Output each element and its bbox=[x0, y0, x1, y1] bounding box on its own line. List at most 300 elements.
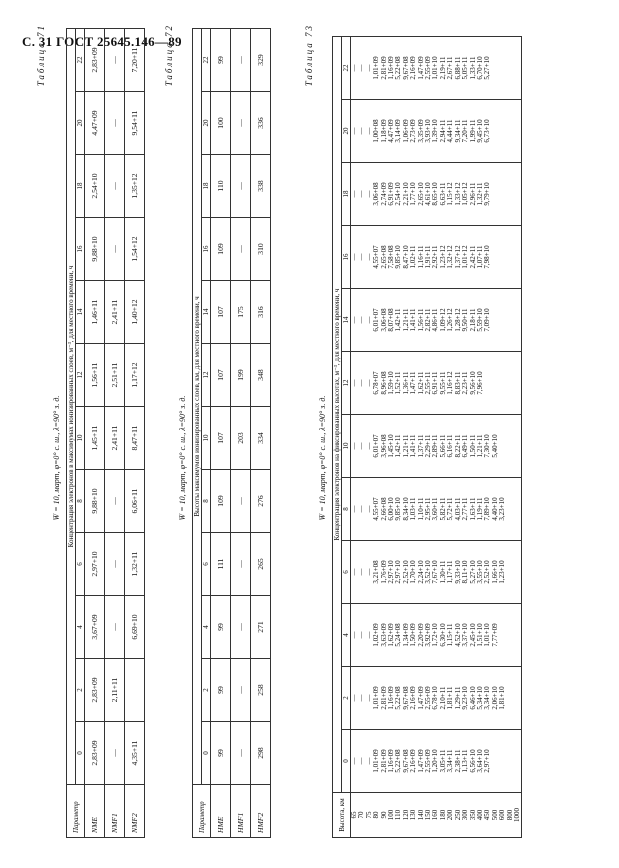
value-cell: 1,41+11 bbox=[409, 308, 418, 332]
value-cell: 1,20+10 bbox=[431, 749, 440, 773]
value-cell: 1,59+10 bbox=[387, 371, 396, 395]
height-value: 400 bbox=[475, 809, 484, 821]
height-value: 100 bbox=[387, 809, 396, 821]
hour-header: 14 bbox=[76, 281, 85, 344]
value-cell: 1,42+11 bbox=[394, 434, 403, 458]
value-cell: 99 bbox=[211, 29, 231, 92]
value-cell: 3,55+10 bbox=[475, 560, 484, 584]
value-cell: 1,16+09 bbox=[387, 749, 396, 773]
height-value: 180 bbox=[438, 809, 447, 821]
value-cell: 99 bbox=[211, 659, 231, 722]
value-cell: 5,22+08 bbox=[394, 749, 403, 773]
param-name: NMF2 bbox=[125, 785, 145, 838]
value-cell bbox=[514, 417, 521, 475]
value-cell: 3,21+08 bbox=[372, 560, 381, 584]
value-cell: 5,66+11 bbox=[438, 434, 447, 458]
value-cell: 2,24+10 bbox=[416, 560, 425, 584]
value-cell: — bbox=[364, 757, 373, 765]
value-cell: 9,23+10 bbox=[461, 686, 470, 710]
value-cell: 3,60+11 bbox=[431, 497, 440, 521]
value-cell: 7,67+10 bbox=[431, 560, 440, 584]
value-cell: 1,37+11 bbox=[416, 434, 425, 458]
value-cell: 1,47+11 bbox=[409, 371, 418, 395]
table-73-caption: W̄ = 10, март, φ=0° с. ш., λ=90° з. д. bbox=[318, 395, 327, 521]
value-cell: — bbox=[231, 218, 251, 281]
value-cell: 1,26+12 bbox=[446, 308, 455, 332]
value-cell: 6,49+11 bbox=[461, 434, 470, 458]
height-value: 80 bbox=[372, 811, 381, 819]
value-cell: — bbox=[364, 316, 373, 324]
table-71-label: Таблица 71 bbox=[36, 24, 46, 87]
value-cell: — bbox=[350, 253, 358, 261]
value-cell: 9,67+08 bbox=[401, 686, 410, 710]
value-cell: 5,40+10 bbox=[490, 434, 499, 458]
hour-header: 2 bbox=[76, 659, 85, 722]
value-cell: 1,35+12 bbox=[125, 155, 145, 218]
value-cell: 5,27+10 bbox=[468, 560, 477, 584]
hour-header: 20 bbox=[202, 92, 211, 155]
value-cell: 8,96+08 bbox=[379, 371, 388, 395]
value-cell: 1,21+11 bbox=[475, 434, 484, 458]
value-cell: 2,45+10 bbox=[468, 623, 477, 647]
page-header: С. 31 ГОСТ 25645.146—89 bbox=[22, 34, 182, 49]
value-cell: 6,78+07 bbox=[372, 371, 381, 395]
value-cell: 1,50+11 bbox=[468, 434, 477, 458]
value-cell: 107 bbox=[211, 344, 231, 407]
value-cell: 1,39+10 bbox=[431, 119, 440, 143]
value-cell: 2,65+08 bbox=[379, 245, 388, 269]
value-cell: 1,81+10 bbox=[498, 686, 507, 710]
value-cell: — bbox=[357, 757, 366, 765]
value-cell: — bbox=[364, 253, 373, 261]
hour-header: 0 bbox=[76, 722, 85, 785]
table-72-label: Таблица 72 bbox=[164, 24, 174, 87]
value-cell: — bbox=[231, 92, 251, 155]
value-cell: 1,29+11 bbox=[453, 686, 462, 710]
value-cell: 4,44+11 bbox=[446, 119, 455, 143]
value-cell: 4,03+11 bbox=[453, 497, 462, 521]
value-cell: 1,01+09 bbox=[372, 56, 381, 80]
value-cell: 2,66+08 bbox=[379, 497, 388, 521]
value-cell: 6,01+07 bbox=[372, 434, 381, 458]
hour-header: 8 bbox=[342, 478, 351, 541]
value-cell bbox=[514, 606, 521, 664]
value-cell: 3,92+09 bbox=[424, 623, 433, 647]
value-cell: 4,35+11 bbox=[125, 722, 145, 785]
value-cell: 258 bbox=[251, 659, 271, 722]
value-cell: 1,81+11 bbox=[446, 686, 455, 710]
value-cell: 2,83+09 bbox=[85, 29, 105, 92]
value-cell: 4,52+10 bbox=[453, 623, 462, 647]
value-cell: 9,67+08 bbox=[401, 56, 410, 80]
value-cell: 2,81+09 bbox=[379, 749, 388, 773]
hour-header: 0 bbox=[202, 722, 211, 785]
height-value: 65 bbox=[350, 811, 358, 819]
value-cell: 5,34+10 bbox=[475, 686, 484, 710]
value-cell: 1,70+10 bbox=[409, 560, 418, 584]
hour-header: 4 bbox=[76, 596, 85, 659]
height-value: 75 bbox=[364, 811, 373, 819]
value-cell: — bbox=[357, 64, 366, 72]
value-cell: — bbox=[350, 568, 358, 576]
value-cell: — bbox=[105, 218, 125, 281]
value-cell: 2,11+11 bbox=[105, 659, 125, 722]
value-cell: 7,98+10 bbox=[483, 245, 492, 269]
value-cell: — bbox=[364, 568, 373, 576]
value-cell: — bbox=[350, 316, 358, 324]
value-cell bbox=[514, 669, 521, 727]
value-cell: 1,34+09 bbox=[401, 623, 410, 647]
value-cell: 1,76+09 bbox=[379, 560, 388, 584]
hour-header: 22 bbox=[342, 37, 351, 100]
param-name: HMF1 bbox=[231, 785, 251, 838]
span-header: Высоты максимумов ионизированных слоев, км, для местного времени, ч bbox=[193, 29, 202, 785]
span-header: Концентрация электронов на фиксированных высотах, м⁻³, для местного времени, ч bbox=[333, 37, 342, 793]
height-value: 800 bbox=[505, 809, 514, 821]
value-cell: 1,62+09 bbox=[387, 623, 396, 647]
value-cell: 7,77+09 bbox=[490, 623, 499, 647]
value-cell: — bbox=[105, 470, 125, 533]
value-cell: — bbox=[231, 29, 251, 92]
value-cell: 7,30+10 bbox=[483, 434, 492, 458]
value-cell: 2,23+11 bbox=[461, 371, 470, 395]
value-cell: — bbox=[364, 442, 373, 450]
value-cell: 2,29+11 bbox=[424, 434, 433, 458]
value-cell: — bbox=[350, 505, 358, 513]
value-cell: — bbox=[357, 505, 366, 513]
value-cell: — bbox=[350, 127, 358, 135]
value-cell: 3,67+09 bbox=[85, 596, 105, 659]
value-cell: — bbox=[350, 694, 358, 702]
value-cell: 3,06+08 bbox=[379, 308, 388, 332]
value-cell: — bbox=[364, 64, 373, 72]
value-cell: 9,85+10 bbox=[394, 245, 403, 269]
value-cell bbox=[514, 543, 521, 601]
table-row bbox=[85, 29, 105, 838]
param-name: NME bbox=[85, 785, 105, 838]
value-cell bbox=[514, 228, 521, 286]
hour-header: 10 bbox=[342, 415, 351, 478]
value-cell: 1,23+12 bbox=[438, 245, 447, 269]
value-cell: 4,55+07 bbox=[372, 245, 381, 269]
value-cell: 5,24+08 bbox=[394, 623, 403, 647]
value-cell: 1,03+11 bbox=[409, 497, 418, 521]
value-cell: 329 bbox=[251, 29, 271, 92]
value-cell: 5,82+11 bbox=[438, 497, 447, 521]
value-cell: 4,47+09 bbox=[85, 92, 105, 155]
param-header: Параметр bbox=[193, 785, 211, 838]
value-cell: 2,21+10 bbox=[401, 182, 410, 206]
value-cell: 1,56+11 bbox=[416, 308, 425, 332]
value-cell: 1,21+11 bbox=[401, 308, 410, 332]
value-cell: — bbox=[105, 29, 125, 92]
value-cell: 1,37+12 bbox=[453, 245, 462, 269]
hour-header: 16 bbox=[202, 218, 211, 281]
hour-header: 22 bbox=[76, 29, 85, 92]
value-cell: 107 bbox=[211, 281, 231, 344]
value-cell: 1,63+11 bbox=[468, 497, 477, 521]
value-cell: — bbox=[231, 722, 251, 785]
value-cell: 2,52+10 bbox=[483, 560, 492, 584]
value-cell: 8,47+11 bbox=[125, 407, 145, 470]
table-row bbox=[351, 37, 522, 838]
value-cell: 1,16+11 bbox=[416, 245, 425, 269]
value-cell: 3,35+09 bbox=[416, 119, 425, 143]
value-cell: — bbox=[231, 659, 251, 722]
value-cell: 1,00+08 bbox=[372, 119, 381, 143]
value-cell: — bbox=[357, 694, 366, 702]
value-column bbox=[351, 100, 522, 163]
value-cell: 1,51+10 bbox=[475, 623, 484, 647]
value-cell: 1,91+11 bbox=[424, 245, 433, 269]
hour-header: 14 bbox=[342, 289, 351, 352]
value-cell: 1,10+11 bbox=[416, 497, 425, 521]
value-cell: — bbox=[350, 757, 358, 765]
value-cell: — bbox=[357, 379, 366, 387]
value-cell: 6,91+11 bbox=[431, 371, 440, 395]
value-cell: 1,62+11 bbox=[416, 371, 425, 395]
value-cell: 2,97+10 bbox=[483, 749, 492, 773]
value-cell: 2,52+10 bbox=[401, 560, 410, 584]
value-cell: 316 bbox=[251, 281, 271, 344]
value-cell: — bbox=[105, 533, 125, 596]
value-column bbox=[351, 226, 522, 289]
value-cell: 3,05+11 bbox=[438, 749, 447, 773]
value-column bbox=[351, 163, 522, 226]
value-cell: — bbox=[357, 316, 366, 324]
value-cell: — bbox=[364, 505, 373, 513]
value-cell: — bbox=[364, 127, 373, 135]
value-cell: 2,51+11 bbox=[105, 344, 125, 407]
value-cell: 348 bbox=[251, 344, 271, 407]
hour-header: 4 bbox=[202, 596, 211, 659]
param-header: Параметр bbox=[67, 785, 85, 838]
hour-header: 14 bbox=[202, 281, 211, 344]
hour-header: 6 bbox=[202, 533, 211, 596]
value-cell: 2,92+11 bbox=[431, 245, 440, 269]
value-cell: 175 bbox=[231, 281, 251, 344]
value-cell: 298 bbox=[251, 722, 271, 785]
value-cell: 8,83+11 bbox=[453, 371, 462, 395]
value-cell bbox=[514, 480, 521, 538]
value-cell: 9,34+11 bbox=[453, 119, 462, 143]
hour-header: 20 bbox=[342, 100, 351, 163]
value-cell: 1,47+09 bbox=[416, 56, 425, 80]
value-cell: 7,89+10 bbox=[483, 497, 492, 521]
table-73 bbox=[332, 36, 522, 838]
value-column bbox=[351, 667, 522, 730]
value-cell: 1,05+12 bbox=[461, 182, 470, 206]
height-value: 150 bbox=[424, 809, 433, 821]
height-list bbox=[351, 793, 522, 838]
value-cell: 2,54+10 bbox=[85, 155, 105, 218]
value-cell: 1,16+12 bbox=[446, 371, 455, 395]
value-cell: 2,16+09 bbox=[409, 56, 418, 80]
span-header: Концентрация электронов в максимумах ионизированных слоев, м⁻³, для местного времени, ч bbox=[67, 29, 76, 785]
value-cell: 276 bbox=[251, 470, 271, 533]
value-cell: 1,50+09 bbox=[409, 623, 418, 647]
value-cell: 334 bbox=[251, 407, 271, 470]
value-cell: 1,56+11 bbox=[85, 344, 105, 407]
value-cell: 271 bbox=[251, 596, 271, 659]
height-value: 500 bbox=[490, 809, 499, 821]
value-cell: — bbox=[231, 533, 251, 596]
value-cell: 8,47+10 bbox=[401, 245, 410, 269]
height-value: 130 bbox=[409, 809, 418, 821]
value-cell: 1,52+11 bbox=[394, 371, 403, 395]
value-cell: 1,45+10 bbox=[387, 434, 396, 458]
value-cell bbox=[125, 659, 145, 722]
value-column bbox=[351, 352, 522, 415]
value-cell: 99 bbox=[211, 596, 231, 659]
value-cell: 2,55+09 bbox=[424, 749, 433, 773]
value-cell: 2,16+09 bbox=[409, 686, 418, 710]
hour-header: 12 bbox=[202, 344, 211, 407]
value-cell: 2,77+11 bbox=[461, 497, 470, 521]
value-cell: 6,46+10 bbox=[468, 686, 477, 710]
hour-header: 20 bbox=[76, 92, 85, 155]
value-cell: 1,06+09 bbox=[401, 119, 410, 143]
value-cell: — bbox=[350, 631, 358, 639]
value-cell: — bbox=[364, 379, 373, 387]
value-cell: 2,97+10 bbox=[85, 533, 105, 596]
value-cell: 1,33+12 bbox=[453, 182, 462, 206]
hour-header: 4 bbox=[342, 604, 351, 667]
value-cell: 2,81+09 bbox=[379, 56, 388, 80]
value-column bbox=[351, 289, 522, 352]
value-cell: — bbox=[364, 694, 373, 702]
value-cell: — bbox=[357, 190, 366, 198]
value-cell: 6,88+11 bbox=[453, 56, 462, 80]
value-cell bbox=[514, 102, 521, 160]
value-cell: 2,55+09 bbox=[424, 686, 433, 710]
value-cell: 1,47+09 bbox=[416, 686, 425, 710]
value-cell: — bbox=[105, 92, 125, 155]
value-cell: 2,10+11 bbox=[438, 686, 447, 710]
value-cell: 100 bbox=[211, 92, 231, 155]
table-row bbox=[125, 29, 145, 838]
height-header: Высота, км bbox=[333, 793, 351, 838]
value-cell: 1,72+10 bbox=[431, 623, 440, 647]
value-cell: 6,69+10 bbox=[125, 596, 145, 659]
value-cell: 3,64+10 bbox=[475, 749, 484, 773]
value-cell: 4,86+11 bbox=[431, 308, 440, 332]
value-cell: 9,67+08 bbox=[401, 749, 410, 773]
value-cell: 1,02+11 bbox=[409, 245, 418, 269]
value-cell: 9,54+11 bbox=[125, 92, 145, 155]
height-value: 1000 bbox=[512, 808, 521, 822]
value-cell: 9,50+11 bbox=[461, 308, 470, 332]
hour-header: 16 bbox=[342, 226, 351, 289]
value-cell: 2,83+09 bbox=[85, 659, 105, 722]
hour-header: 12 bbox=[342, 352, 351, 415]
value-cell: 2,18+11 bbox=[468, 308, 477, 332]
value-cell: 2,67+11 bbox=[446, 56, 455, 80]
value-cell: 6,70+10 bbox=[475, 56, 484, 80]
value-cell: 1,17+11 bbox=[446, 560, 455, 584]
value-cell: 6,63+11 bbox=[438, 182, 447, 206]
value-cell: 336 bbox=[251, 92, 271, 155]
height-value: 250 bbox=[453, 809, 462, 821]
value-cell: 5,72+11 bbox=[446, 497, 455, 521]
table-row bbox=[211, 29, 231, 838]
value-cell: 6,73+10 bbox=[483, 119, 492, 143]
value-cell: 1,42+11 bbox=[394, 308, 403, 332]
value-column bbox=[351, 478, 522, 541]
value-cell: 5,59+10 bbox=[475, 308, 484, 332]
value-cell: 1,15+12 bbox=[446, 182, 455, 206]
value-cell: 2,55+09 bbox=[424, 56, 433, 80]
value-cell: 3,96+08 bbox=[379, 434, 388, 458]
value-cell: — bbox=[357, 127, 366, 135]
value-cell: 310 bbox=[251, 218, 271, 281]
value-cell: 2,97+10 bbox=[394, 560, 403, 584]
value-cell: 2,83+09 bbox=[85, 722, 105, 785]
value-cell: 2,38+11 bbox=[453, 749, 462, 773]
value-cell: 3,23+10 bbox=[498, 497, 507, 521]
value-cell: 1,46+11 bbox=[85, 281, 105, 344]
value-cell: 2,96+11 bbox=[468, 182, 477, 206]
hour-header: 18 bbox=[202, 155, 211, 218]
value-cell: 2,41+11 bbox=[105, 281, 125, 344]
value-cell: 338 bbox=[251, 155, 271, 218]
table-72 bbox=[192, 28, 271, 838]
param-name: HMF2 bbox=[251, 785, 271, 838]
value-cell: 1,54+12 bbox=[125, 218, 145, 281]
value-cell: 1,17+12 bbox=[125, 344, 145, 407]
value-cell: 4,55+07 bbox=[372, 497, 381, 521]
value-cell: 6,30+10 bbox=[438, 623, 447, 647]
value-cell: — bbox=[364, 631, 373, 639]
value-cell: 1,32+11 bbox=[125, 533, 145, 596]
hour-header: 18 bbox=[76, 155, 85, 218]
value-cell: 1,19+11 bbox=[475, 497, 484, 521]
value-cell: 2,82+11 bbox=[424, 308, 433, 332]
value-cell: 8,34+10 bbox=[401, 497, 410, 521]
value-cell: 1,33+11 bbox=[468, 56, 477, 80]
value-column bbox=[351, 541, 522, 604]
value-cell: 7,96+10 bbox=[475, 371, 484, 395]
value-cell: 265 bbox=[251, 533, 271, 596]
value-cell: — bbox=[364, 190, 373, 198]
value-cell: 1,01+09 bbox=[372, 749, 381, 773]
height-value: 600 bbox=[498, 809, 507, 821]
value-cell: 99 bbox=[211, 722, 231, 785]
value-cell: — bbox=[350, 442, 358, 450]
value-cell: 2,81+09 bbox=[379, 686, 388, 710]
value-cell: 5,22+08 bbox=[394, 686, 403, 710]
value-cell: 1,01+09 bbox=[372, 686, 381, 710]
value-cell: 8,07+08 bbox=[387, 308, 396, 332]
height-value: 90 bbox=[379, 811, 388, 819]
value-cell: 1,30+11 bbox=[438, 560, 447, 584]
value-cell: — bbox=[350, 379, 358, 387]
value-cell bbox=[514, 291, 521, 349]
value-cell: 3,14+09 bbox=[394, 119, 403, 143]
value-cell: 2,97+10 bbox=[387, 560, 396, 584]
value-cell: 199 bbox=[231, 344, 251, 407]
value-cell: — bbox=[105, 596, 125, 659]
value-cell: 8,65+10 bbox=[431, 182, 440, 206]
value-cell: 9,55+11 bbox=[438, 371, 447, 395]
value-cell: 1,13+11 bbox=[461, 749, 470, 773]
value-cell: 109 bbox=[211, 470, 231, 533]
value-cell: 2,20+09 bbox=[416, 623, 425, 647]
value-cell: 6,00+10 bbox=[387, 497, 396, 521]
value-cell bbox=[514, 165, 521, 223]
value-cell: 1,32+12 bbox=[446, 245, 455, 269]
hour-header: 8 bbox=[202, 470, 211, 533]
